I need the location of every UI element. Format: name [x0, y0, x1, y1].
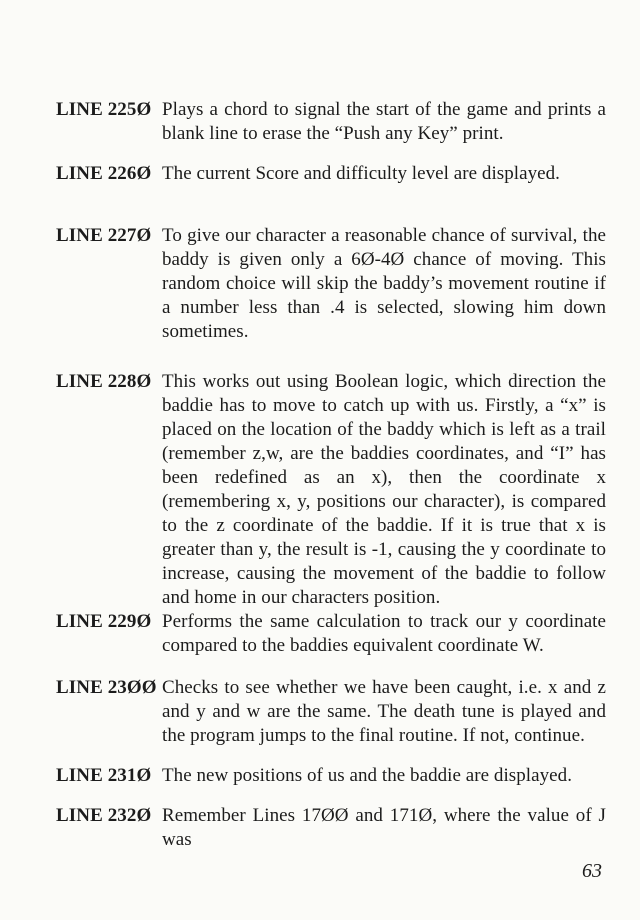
entry-text: Checks to see whether we have been caught, i.e. x and z and y and w are the same. The death tune is played and the program jumps to the final routine. If not, continue. — [162, 677, 606, 746]
entry-line-2270 — [56, 224, 606, 344]
page-number: 63 — [582, 860, 602, 882]
entry-line-2260 — [56, 162, 606, 186]
entry-label: LINE 231Ø — [56, 765, 152, 786]
entry-text: Plays a chord to signal the start of the game and prints a blank line to erase the “Push any Key” print. — [162, 99, 606, 144]
entry-text: This works out using Boolean logic, which direction the baddie has to move to catch up with us. Firstly, a “x” is placed on the location of the baddy which is left as a trail (remember z,w, are the baddies coordinates, and “I” has been redefined as an x), then the coordinate x (remembering x, y, positions our character), is compared to the z coordinate of the baddie. If it is true that x is greater than y, the result is -1, causing the y coordinate to increase, causing the movement of the baddie to follow and home in our characters position. — [162, 371, 606, 608]
entry-line-2290 — [56, 610, 606, 658]
entry-label: LINE 225Ø — [56, 99, 152, 120]
entry-line-2280 — [56, 370, 606, 610]
entry-text: The current Score and difficulty level are displayed. — [162, 163, 560, 184]
entry-text: To give our character a reasonable chance of survival, the baddy is given only a 6Ø-4Ø chance of moving. This random choice will skip the baddy’s movement routine if a number less than .4 is selected, slowing him down sometimes. — [162, 225, 606, 342]
entry-label: LINE 229Ø — [56, 611, 152, 632]
entry-label: LINE 227Ø — [56, 225, 152, 246]
entry-label: LINE 228Ø — [56, 371, 152, 392]
entry-text: The new positions of us and the baddie are displayed. — [162, 765, 572, 786]
entry-line-2300 — [56, 676, 606, 748]
entry-text: Performs the same calculation to track our y coordinate compared to the baddies equivalent coordinate W. — [162, 611, 606, 656]
entry-line-2320 — [56, 804, 606, 852]
entry-label: LINE 23ØØ — [56, 677, 157, 698]
entry-label: LINE 226Ø — [56, 163, 152, 184]
entry-line-2310 — [56, 764, 606, 788]
entry-line-2250 — [56, 98, 606, 146]
entry-label: LINE 232Ø — [56, 805, 152, 826]
entry-text: Remember Lines 17ØØ and 171Ø, where the value of J was — [162, 805, 606, 850]
